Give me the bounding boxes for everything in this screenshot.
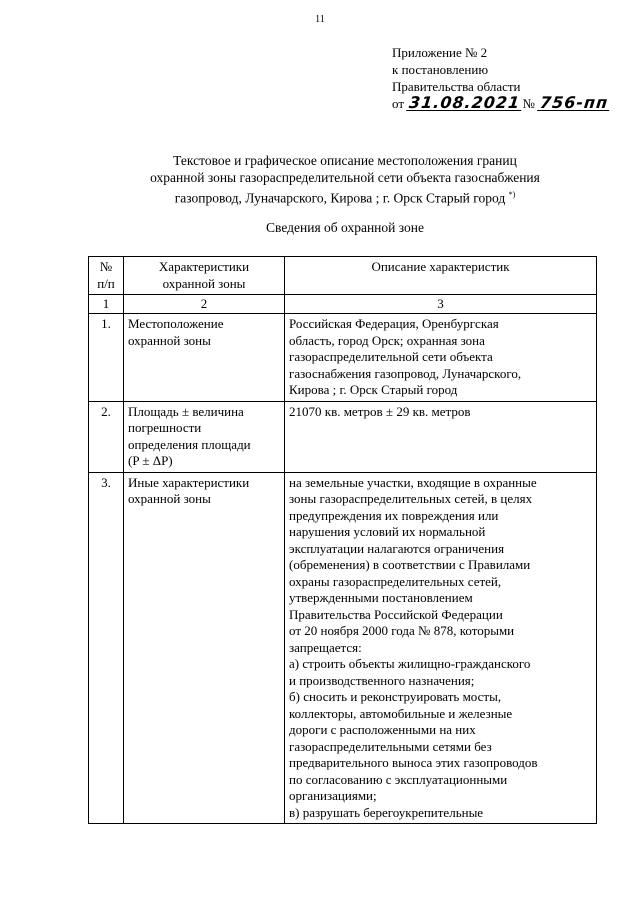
desc-line: б) сносить и реконструировать мосты, [289,689,502,704]
header-num-line-2: п/п [97,275,115,291]
desc-line: на земельные участки, входящие в охранные [289,474,537,490]
desc-line: предварительного выноса этих газопроводов [289,755,538,770]
row-description [285,314,597,402]
desc-line: газоснабжения газопровод, Луначарского, [289,365,522,381]
desc-line: зоны газораспределительных сетей, в целях [289,491,533,506]
desc-line: 21070 кв. метров ± 29 кв. метров [289,403,471,419]
desc-line: а) строить объекты жилищно-гражданского [289,656,531,671]
header-num-line-1: № [99,259,113,274]
char-line: Местоположение [128,316,224,331]
desc-line: Российская Федерация, Оренбургская [289,316,499,331]
desc-line: (обременения) в соответствии с Правилами [289,557,531,572]
desc-line: от 20 ноября 2000 года № 878, которыми [289,623,515,638]
row-number: 2. [89,401,124,472]
desc-line: охраны газораспределительных сетей, [289,573,502,589]
desc-line: и производственного назначения; [289,672,475,688]
desc-line: в) разрушать берегоукрепительные [289,804,484,820]
document-title [100,152,590,207]
desc-line: область, город Орск; охранная зона [289,332,485,348]
title-line-3-wrap [100,186,590,207]
appendix-line-3: Правительства области [392,79,521,94]
handwritten-number: 756-пп [539,93,610,112]
title-line-2: охранной зоны газораспределительной сети объекта газоснабжения [150,170,540,185]
desc-line: коллекторы, автомобильные и железные [289,705,513,721]
row-description [285,401,597,472]
char-line: охранной зоны [128,491,211,506]
row-characteristic [124,472,285,824]
char-line: охранной зоны [128,332,211,348]
table-row [89,472,597,824]
desc-line: Кирова ; г. Орск Старый город [289,382,458,397]
footnote-mark: *) [508,190,516,199]
desc-line: дороги с расположенными на них [289,722,476,737]
column-number-row [89,295,597,314]
char-line: погрешности [128,420,202,435]
col-number-2: 2 [124,295,285,314]
section-heading: Сведения об охранной зоне [266,220,424,235]
table-row [89,314,597,402]
appendix-line-1: Приложение № 2 [392,45,488,60]
header-char-line-1: Характеристики [158,259,250,274]
header-char-line-2: охранной зоны [162,275,246,291]
number-label: № [522,96,535,111]
row-characteristic [124,314,285,402]
title-line-3: газопровод, Луначарского, Кирова ; г. Орск Старый город [174,190,506,206]
desc-line: Правительства Российской Федерации [289,606,503,622]
col-number-1: 1 [89,295,124,314]
handwritten-date: 31.08.2021 [408,93,522,112]
header-num [89,257,124,295]
desc-line: утвержденными постановлением [289,590,473,605]
table-header-row [89,257,597,295]
table-row [89,401,597,472]
title-line-1: Текстовое и графическое описание местоположения границ [173,153,517,168]
desc-line: запрещается: [289,639,362,655]
header-description: Описание характеристик [285,257,597,295]
desc-line: организациями; [289,788,377,803]
char-line: (P ± ΔP) [128,453,173,468]
desc-line: нарушения условий их нормальной [289,524,486,539]
zone-info-table [88,256,597,824]
desc-line: газораспределительными сетями без [289,738,492,754]
row-number: 3. [89,472,124,824]
page-number: 11 [315,14,325,25]
char-line: Площадь ± величина [128,403,244,419]
row-characteristic [124,401,285,472]
row-number: 1. [89,314,124,402]
from-label: от [392,96,405,111]
desc-line: по согласованию с эксплуатационными [289,771,508,787]
appendix-line-2: к постановлению [392,62,489,77]
char-line: определения площади [128,436,251,452]
desc-line: газораспределительной сети объекта [289,349,493,364]
row-description [285,472,597,824]
char-line: Иные характеристики [128,474,250,490]
header-characteristics [124,257,285,295]
desc-line: предупреждения их повреждения или [289,507,499,523]
appendix-date-line [392,95,610,112]
desc-line: эксплуатации налагаются ограничения [289,540,505,556]
col-number-3: 3 [285,295,597,314]
appendix-block [392,44,610,112]
